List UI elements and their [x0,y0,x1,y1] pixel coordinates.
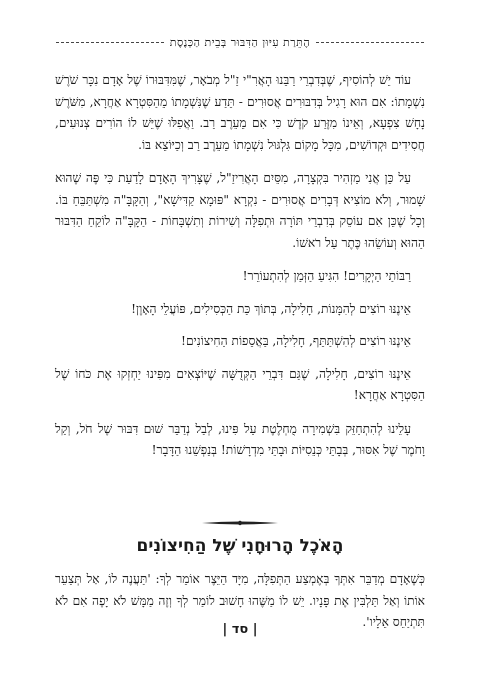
header-title: הֶתֵּרַת עִיּוּן הַדִּבּוּר בְּבֵית הַכְּנֶסֶת [169,36,311,49]
paragraph: אֵינֶנּוּ רוֹצִים לְהִשְׁתַּתֵּף, חָלִילָה, בַּאֲסֵפוֹת הַחִיצוֹנִים! [181,334,411,348]
paragraph: כְּשֶׁאָדָם מְדַבֵּר אִתְּךָ בְּאֶמְצַע הַתְּפִלָּה, מִיָּד הַיֵּצֶר אוֹמֵר לְךָ: 'תַּעֲנֶה לוֹ, אַל תְּצַעֵר אוֹתוֹ וְאַל תַּלְבִּין אֶת פָּנָיו. יֵשׁ לוֹ מַשֶּׁהוּ חָשׁוּב לוֹמַר לְךָ וְזֶה מַמָּשׁ לֹא יָפֶה אִם לֹא תִּתְיַחֵס אֵלָיו'. [55,572,425,629]
main-text [55,70,425,474]
paragraph: אֵינֶנּוּ רוֹצִים, חָלִילָה, שֶׁגַּם דִּבְרֵי הַקְּדֻשָּׁה שֶׁיּוֹצְאִים מִפִּינוּ יַחְזְקוּ אֶת כֹּחוֹ שֶׁל הַסִּטְרָא אַחֲרָא! [55,366,425,402]
paragraph: רַבּוֹתַי הַיְקָרִים! הִגִּיעַ הַזְּמַן לְהִתְעוֹרֵר! [242,269,411,283]
ornamental-divider [200,519,280,527]
paragraph: עוֹד יֵשׁ לְהוֹסִיף, שֶׁבְּדִבְרֵי רַבֵּנוּ הָאֲרִ"י זַ"ל מְבֹאָר, שֶׁמִּדִּבּוּרוֹ שֶׁל אָדָם נִכָּר שֹׁרֶשׁ נִשְׁמָתוֹ: אִם הוּא רָגִיל בְּדִבּוּרִים אֲסוּרִים - תֵּדַע שֶׁנִּשְׁמָתוֹ מֵהַסִּטְרָא אַחֲרָא, מִשֹּׁרֶשׁ נָחָשׁ צִפְעָא, וְאֵינוֹ מִזֶּרַע קֹדֶשׁ כִּי אִם מֵעֵרֶב רַב. וַאֲפִלּוּ שֶׁיֵּשׁ לוֹ הוֹרִים צְנוּעִים, חֲסִידִים וּקְדוֹשִׁים, מִכָּל מָקוֹם גִּלְגּוּל נִשְׁמָתוֹ מֵעֵרֶב רַב וְכַיּוֹצֵא בּוֹ. [55,73,425,152]
paragraph: עָלֵינוּ לְהִתְחַזֵּק בִּשְׁמִירָה מֻחְלֶטֶת עַל פִּינוּ, לְבַל נְדַבֵּר שׁוּם דִּבּוּר שֶׁל חֹל, וְקַל וָחֹמֶר שֶׁל אִסּוּר, בְּבָתֵּי כְּנֵסִיּוֹת וּבָתֵּי מִדְרָשׁוֹת! בְּנַפְשֵׁנוּ הַדָּבָר! [55,421,425,457]
header-rule-left [56,42,164,43]
paragraph: עַל כֵּן אֲנִי מַזְהִיר בִּקְצָרָה, מִסֵּיִם הָאֲרִיזַ"ל, שֶׁצָּרִיךְ הָאָדָם לָדַעַת כִּי פֶּה שֶׁהוּא שָׁמוּר, וְלֹא מוֹצִיא דְּבָרִים אֲסוּרִים - נִקְרָא "פּוּמָא קַדִּישָׁא", וְהַקָּבָּ"ה מִשְׁתַּבֵּחַ בּוֹ. וְכָל שֶׁכֵּן אִם עוֹסֵק בְּדִבְרֵי תּוֹרָה וּתְפִלָּה וְשִׁירוֹת וְתִשְׁבָּחוֹת - הַקָּבָּ"ה לוֹקֵחַ הַדִּבּוּר הַהוּא וְעוֹשֵׂהוּ כֶּתֶר עַל רֹאשׁוֹ. [55,171,425,250]
section-heading: הָאֹכֶל הָרוּחָנִי שֶׁל הַחִיצוֹנִים [136,536,344,556]
page-number: | סד | [222,622,258,637]
header-rule-right [316,42,424,43]
running-header [56,36,424,49]
paragraph: אֵינֶנּוּ רוֹצִים לְהִמָּנוֹת, חָלִילָה, בְּתוֹךְ כַּת הַכְּסִילִים, פּוֹעֲלֵי הָאָוֶן! [131,301,411,316]
